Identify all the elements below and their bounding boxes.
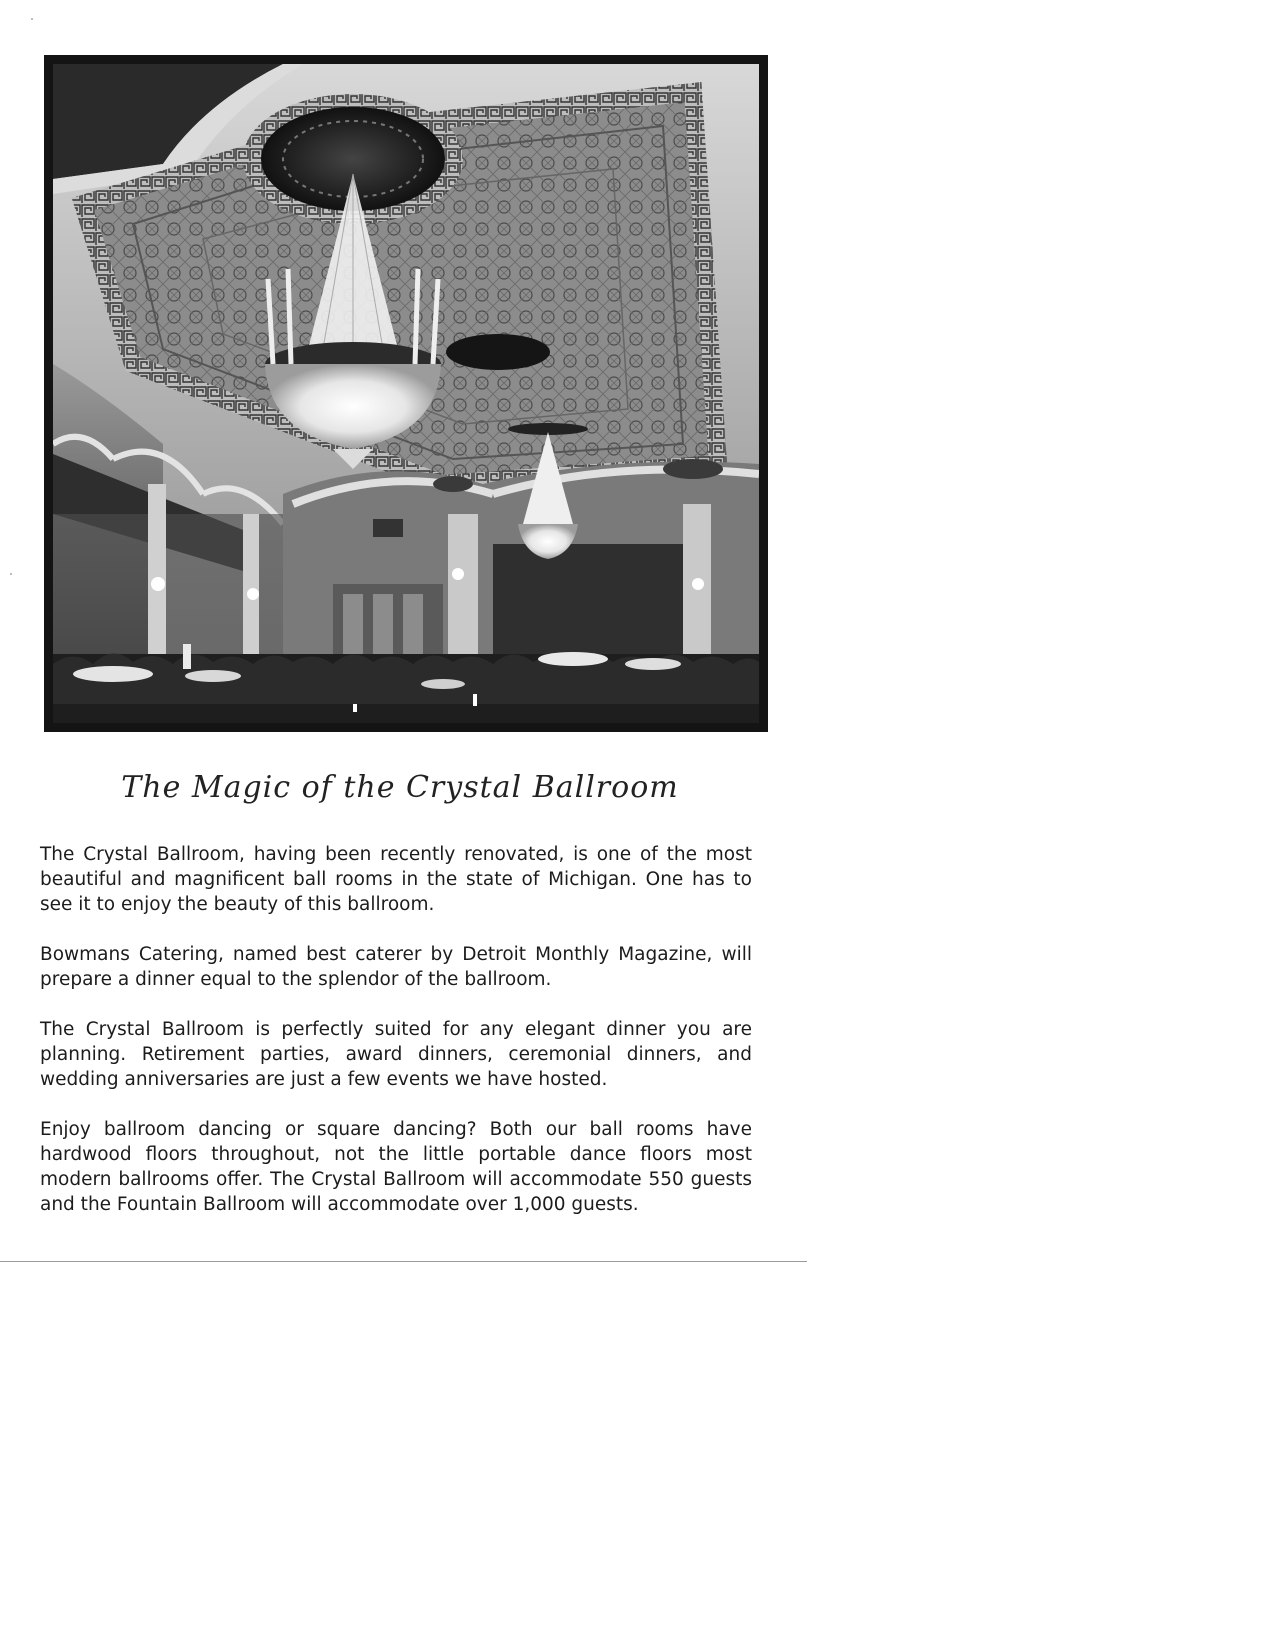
scan-speck: [10, 573, 12, 575]
ballroom-photo: [53, 64, 759, 723]
paragraph-dancing: Enjoy ballroom dancing or square dancing? Both our ball rooms have hardwood floors throughout, not the little portable dance floors most modern ballrooms offer. The Crystal Ballroom will accommodate 550 guests and the Fountain Ballroom will accommodate over 1,000 guests.: [40, 1119, 752, 1215]
paragraph-events: The Crystal Ballroom is perfectly suited for any elegant dinner you are planning. Retirement parties, award dinners, ceremonial dinners, and wedding anniversaries are just a few events we have hosted.: [40, 1019, 752, 1090]
page-title: The Magic of the Crystal Ballroom: [121, 770, 679, 805]
scan-speck: [31, 18, 33, 20]
body-text: [40, 842, 752, 1242]
paragraph-renovation: The Crystal Ballroom, having been recently renovated, is one of the most beautiful and magnificent ball rooms in the state of Michigan. One has to see it to enjoy the beauty of this ballroom.: [40, 844, 752, 915]
ballroom-photo-frame: [44, 55, 768, 732]
paragraph-catering: Bowmans Catering, named best caterer by Detroit Monthly Magazine, will prepare a dinner equal to the splendor of the ballroom.: [40, 944, 752, 990]
divider-line: [0, 1261, 807, 1262]
